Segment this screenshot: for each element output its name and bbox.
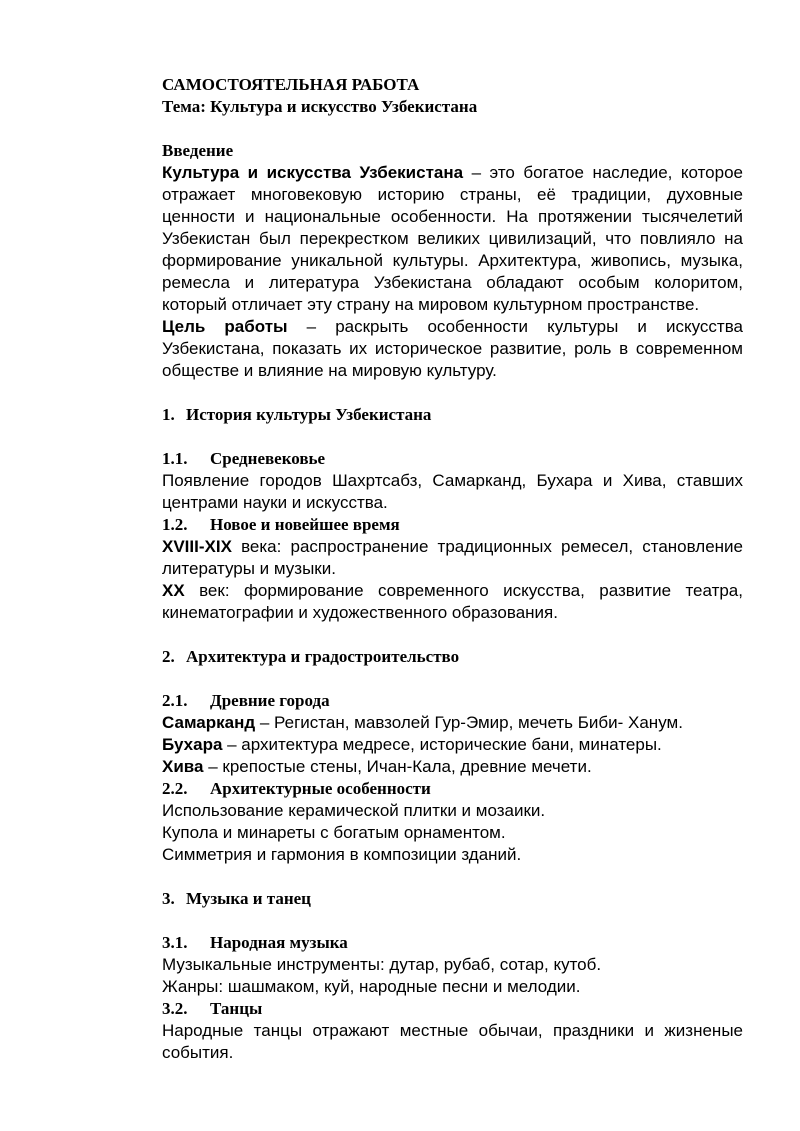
music-genres: Жанры: шашмаком, куй, народные песни и мелодии. — [162, 977, 581, 996]
section-1-title: История культуры Узбекистана — [186, 405, 432, 424]
intro-p2-bold: Цель работы — [162, 317, 288, 336]
section-2-title: Архитектура и градостроительство — [186, 647, 460, 666]
section-1-2-line-2 — [162, 580, 743, 624]
century-20: XX — [162, 581, 185, 600]
section-2-1-number: 2.1. — [162, 691, 188, 710]
section-1-heading — [162, 404, 743, 426]
century-18-19-text: века: распространение традиционных ремесел, становление литературы и музыки. — [162, 537, 743, 578]
section-2-2-title: Архитектурные особенности — [210, 779, 431, 798]
section-3-1-heading — [162, 932, 743, 954]
city-bukhara-text: – архитектура медресе, исторические бани, минатеры. — [222, 735, 662, 754]
intro-p1-bold: Культура и искусства Узбекистана — [162, 163, 464, 182]
section-1-2-title: Новое и новейшее время — [210, 515, 400, 534]
city-samarkand — [162, 712, 743, 734]
section-2-2-heading — [162, 778, 743, 800]
section-3-2-heading — [162, 998, 743, 1020]
section-3-title: Музыка и танец — [186, 889, 311, 908]
section-1-1-title: Средневековье — [210, 449, 326, 468]
document-topic: Тема: Культура и искусство Узбекистана — [162, 97, 478, 116]
section-1-1-text: Появление городов Шахртсабз, Самарканд, Бухара и Хива, ставших центрами науки и искусства. — [162, 471, 743, 512]
section-2-heading — [162, 646, 743, 668]
section-1-2-heading — [162, 514, 743, 536]
document-page — [162, 74, 743, 1064]
section-2-2-number: 2.2. — [162, 779, 188, 798]
century-20-text: век: формирование современного искусства, развитие театра, кинематографии и художественного образования. — [162, 581, 743, 622]
section-3-number: 3. — [162, 889, 175, 908]
intro-p2-text: – раскрыть особенности культуры и искусства Узбекистана, показать их историческое развитие, роль в современном обществе и влияние на мировую культуру. — [162, 317, 743, 380]
city-khiva-name: Хива — [162, 757, 204, 776]
city-samarkand-name: Самарканд — [162, 713, 256, 732]
arch-feature-1: Использование керамической плитки и мозаики. — [162, 801, 546, 820]
section-3-1-title: Народная музыка — [210, 933, 348, 952]
dance-text: Народные танцы отражают местные обычаи, праздники и жизненые события. — [162, 1021, 743, 1062]
section-1-1-heading — [162, 448, 743, 470]
section-2-1-heading — [162, 690, 743, 712]
city-khiva-text: – крепостые стены, Ичан-Кала, древние мечети. — [203, 757, 592, 776]
intro-heading: Введение — [162, 141, 234, 160]
section-3-1-number: 3.1. — [162, 933, 188, 952]
section-1-2-number: 1.2. — [162, 515, 188, 534]
section-1-number: 1. — [162, 405, 175, 424]
arch-feature-2: Купола и минареты с богатым орнаментом. — [162, 823, 506, 842]
city-bukhara-name: Бухара — [162, 735, 223, 754]
section-1-1-number: 1.1. — [162, 449, 188, 468]
music-instruments: Музыкальные инструменты: дутар, рубаб, сотар, кутоб. — [162, 955, 602, 974]
intro-p1-text: – это богатое наследие, которое отражает многовековую историю страны, её традиции, духовные ценности и национальные особенности. На протяжении тысячелетий Узбекистан был перекрестком великих цивилизаций, что повлияло на формирование уникальной культуры. Архитектура, живопись, музыка, ремесла и литература Узбекистана обладают особым колоритом, который отличает эту страну на мировом культурном пространстве. — [162, 163, 743, 314]
century-18-19: XVIII-XIX — [162, 537, 232, 556]
city-khiva — [162, 756, 743, 778]
intro-paragraph-1 — [162, 162, 743, 316]
section-2-number: 2. — [162, 647, 175, 666]
arch-feature-3: Симметрия и гармония в композиции зданий. — [162, 845, 522, 864]
section-1-2-line-1 — [162, 536, 743, 580]
intro-paragraph-2 — [162, 316, 743, 382]
section-3-heading — [162, 888, 743, 910]
section-3-2-title: Танцы — [210, 999, 263, 1018]
section-2-1-title: Древние города — [210, 691, 330, 710]
city-samarkand-text: – Регистан, мавзолей Гур-Эмир, мечеть Биби- Ханум. — [255, 713, 683, 732]
document-title: САМОСТОЯТЕЛЬНАЯ РАБОТА — [162, 75, 420, 94]
city-bukhara — [162, 734, 743, 756]
section-3-2-number: 3.2. — [162, 999, 188, 1018]
